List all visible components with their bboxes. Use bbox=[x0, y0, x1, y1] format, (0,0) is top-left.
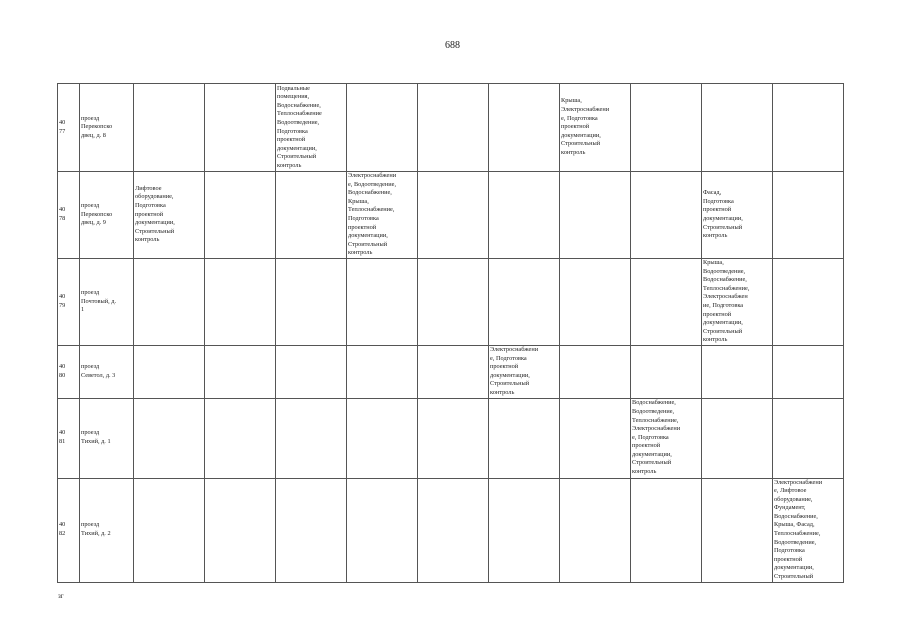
work-cell bbox=[347, 398, 418, 478]
row-number: 40 78 bbox=[59, 206, 66, 222]
work-cell bbox=[489, 172, 560, 259]
work-description: Крыша, Электроснабжени е, Подготовка проектной документации, Строительный контроль bbox=[561, 97, 610, 156]
address-cell bbox=[80, 84, 134, 172]
table-row bbox=[58, 345, 844, 398]
work-cell bbox=[773, 84, 844, 172]
work-cell bbox=[702, 345, 773, 398]
work-cell bbox=[631, 84, 702, 172]
work-cell bbox=[418, 478, 489, 582]
row-number: 40 79 bbox=[59, 293, 66, 309]
work-cell bbox=[560, 172, 631, 259]
table-row bbox=[58, 478, 844, 582]
work-description: Лифтовое оборудование, Подготовка проектной документации, Строительный контроль bbox=[135, 184, 175, 244]
work-cell bbox=[205, 478, 276, 582]
work-cell bbox=[134, 258, 205, 345]
work-cell bbox=[702, 398, 773, 478]
work-cell bbox=[276, 258, 347, 345]
work-cell bbox=[773, 172, 844, 259]
work-cell bbox=[418, 172, 489, 259]
work-cell bbox=[560, 398, 631, 478]
address-text: проезд Почтовый, д. 1 bbox=[81, 289, 117, 314]
table-row bbox=[58, 398, 844, 478]
work-description: Водоснабжение, Водоотведение, Теплоснабжение, Электроснабжени е, Подготовка проектной документации, Строительный контроль bbox=[632, 399, 681, 476]
table-row bbox=[58, 84, 844, 172]
row-number: 40 80 bbox=[59, 363, 66, 379]
work-cell bbox=[347, 172, 418, 259]
address-cell bbox=[80, 345, 134, 398]
work-cell bbox=[276, 84, 347, 172]
work-cell bbox=[205, 345, 276, 398]
footer-mark: зг bbox=[58, 592, 64, 600]
work-description: Электроснабжени е, Лифтовое оборудование, Фундамент, Водоснабжение, Крыша, Фасад, Теплоснабжение, Водоотведение, Подготовка проектной документации, Строительный bbox=[774, 478, 823, 581]
address-cell bbox=[80, 478, 134, 582]
row-number-cell bbox=[58, 84, 80, 172]
address-text: проезд Севетол, д. 3 bbox=[81, 363, 116, 379]
work-cell bbox=[134, 478, 205, 582]
work-cell bbox=[276, 172, 347, 259]
work-cell bbox=[773, 478, 844, 582]
work-cell bbox=[134, 345, 205, 398]
work-cell bbox=[631, 398, 702, 478]
work-description: Электроснабжени е, Водоотведение, Водоснабжение, Крыша, Теплоснабжение, Подготовка проектной документации, Строительный контроль bbox=[348, 172, 397, 257]
row-number-cell bbox=[58, 172, 80, 259]
work-cell bbox=[631, 258, 702, 345]
work-cell bbox=[347, 258, 418, 345]
work-cell bbox=[134, 398, 205, 478]
work-cell bbox=[276, 478, 347, 582]
work-cell bbox=[418, 345, 489, 398]
table-row bbox=[58, 258, 844, 345]
address-cell bbox=[80, 172, 134, 259]
work-cell bbox=[205, 398, 276, 478]
work-cell bbox=[702, 84, 773, 172]
work-cell bbox=[489, 258, 560, 345]
row-number: 40 82 bbox=[59, 521, 66, 538]
work-cell bbox=[347, 345, 418, 398]
address-cell bbox=[80, 258, 134, 345]
row-number-cell bbox=[58, 478, 80, 582]
work-cell bbox=[773, 345, 844, 398]
work-description: Электроснабжени е, Подготовка проектной документации, Строительный контроль bbox=[490, 345, 539, 396]
work-schedule-table bbox=[57, 83, 844, 583]
work-cell bbox=[347, 478, 418, 582]
work-cell bbox=[418, 258, 489, 345]
work-cell bbox=[702, 478, 773, 582]
work-cell bbox=[489, 398, 560, 478]
work-cell bbox=[418, 398, 489, 478]
row-number-cell bbox=[58, 258, 80, 345]
work-cell bbox=[489, 478, 560, 582]
work-description: Крыша, Водоотведение, Водоснабжение, Теплоснабжение, Электроснабжен ие, Подготовка проектной документации, Строительный контроль bbox=[703, 258, 750, 344]
work-cell bbox=[205, 84, 276, 172]
address-text: проезд Перекопско двец, д. 9 bbox=[81, 202, 113, 227]
work-cell bbox=[489, 84, 560, 172]
work-cell bbox=[134, 172, 205, 259]
work-description: Фасад, Подготовка проектной документации, Строительный контроль bbox=[703, 189, 743, 240]
work-cell bbox=[702, 172, 773, 259]
work-cell bbox=[560, 345, 631, 398]
work-cell bbox=[205, 258, 276, 345]
row-number-cell bbox=[58, 345, 80, 398]
row-number-cell bbox=[58, 398, 80, 478]
table-row bbox=[58, 172, 844, 259]
work-cell bbox=[560, 258, 631, 345]
row-number: 40 81 bbox=[59, 429, 66, 445]
work-cell bbox=[773, 398, 844, 478]
work-cell bbox=[489, 345, 560, 398]
work-cell bbox=[276, 398, 347, 478]
address-text: проезд Тихий, д. 2 bbox=[81, 521, 111, 538]
table-body bbox=[58, 84, 844, 583]
work-cell bbox=[205, 172, 276, 259]
work-cell bbox=[631, 172, 702, 259]
work-cell bbox=[560, 84, 631, 172]
work-cell bbox=[418, 84, 489, 172]
work-cell bbox=[134, 84, 205, 172]
work-description: Подвальные помещения, Водоснабжение, Теплоснабжение Водоотведение, Подготовка проектной документации, Строительный контроль bbox=[277, 84, 322, 169]
work-cell bbox=[702, 258, 773, 345]
work-cell bbox=[347, 84, 418, 172]
work-cell bbox=[631, 345, 702, 398]
address-text: проезд Тихий, д. 1 bbox=[81, 429, 111, 445]
page-number: 688 bbox=[445, 40, 460, 51]
work-cell bbox=[560, 478, 631, 582]
work-cell bbox=[631, 478, 702, 582]
work-cell bbox=[276, 345, 347, 398]
row-number: 40 77 bbox=[59, 118, 66, 135]
address-cell bbox=[80, 398, 134, 478]
address-text: проезд Перекопско двец, д. 8 bbox=[81, 114, 113, 139]
work-cell bbox=[773, 258, 844, 345]
